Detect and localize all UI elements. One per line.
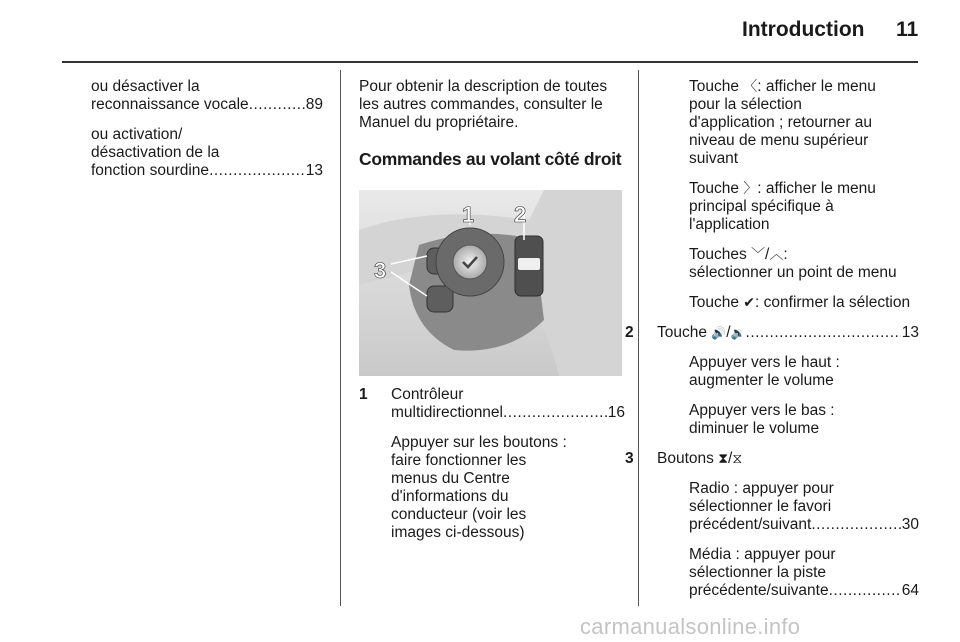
entry-text: ou activation/ — [91, 126, 183, 143]
column-3 — [625, 78, 919, 612]
chevron-down-icon: ﹀ — [751, 247, 766, 263]
label-text: Touche — [689, 180, 739, 197]
intro-line: les autres commandes, consulter le — [359, 96, 603, 113]
label-text: Touche — [689, 78, 739, 95]
index-entry-voice-recognition — [91, 78, 323, 114]
desc-line: principal spécifique à — [689, 198, 834, 215]
page-ref[interactable]: 89 — [305, 96, 323, 113]
column-2 — [359, 78, 625, 554]
callout-2: 2 — [514, 202, 527, 227]
touche-left-line — [689, 78, 919, 96]
label-text: : confirmer la sélection — [755, 294, 911, 311]
callout-1: 1 — [462, 202, 475, 227]
desc-line: conducteur (voir les — [391, 506, 527, 523]
volume-up-icon: 🔊 — [711, 326, 727, 340]
touches-updown-desc — [657, 246, 919, 282]
desc-line: Appuyer vers le bas : — [689, 402, 835, 419]
desc-line: d'informations du — [391, 488, 509, 505]
desc-line: précédente/suivante — [689, 582, 829, 599]
entry-text: reconnaissance vocale — [91, 96, 249, 113]
intro-line: Pour obtenir la description de toutes — [359, 78, 608, 95]
touche-check-line — [689, 294, 919, 312]
item-text: Contrôleur — [391, 386, 464, 403]
page-ref[interactable]: 16 — [607, 404, 625, 421]
favourite-down-icon: ⧖ — [732, 451, 743, 467]
column-divider-1 — [340, 70, 341, 606]
label-text: : afficher le menu — [757, 180, 876, 197]
chevron-up-icon: ︿ — [769, 247, 784, 263]
desc-line: images ci-dessous) — [391, 524, 525, 541]
label-text: : — [783, 246, 788, 263]
callout-3: 3 — [374, 258, 387, 283]
index-entry-mute — [91, 126, 323, 180]
desc-line: faire fonctionner les — [391, 452, 527, 469]
desc-line: sélectionner un point de menu — [689, 264, 897, 281]
page-header-title: Introduction — [742, 18, 865, 41]
separator: / — [765, 246, 770, 263]
item-3-line — [657, 450, 919, 468]
label-text: Touche — [657, 324, 707, 341]
item-text: multidirectionnel — [391, 404, 503, 421]
item-3-radio-desc — [657, 480, 919, 534]
touche-right-desc — [657, 180, 919, 234]
page-ref[interactable]: 13 — [901, 324, 919, 341]
item-number: 3 — [625, 450, 634, 467]
touches-updown-line — [689, 246, 919, 264]
item-3-media-desc — [657, 546, 919, 600]
multi-controller-hub — [453, 245, 487, 279]
page-ref[interactable]: 64 — [901, 582, 919, 599]
desc-line: diminuer le volume — [689, 420, 820, 437]
item-line-with-page — [391, 404, 625, 422]
item-2 — [625, 324, 919, 342]
separator: / — [726, 324, 731, 341]
desc-line: l'application — [689, 216, 770, 233]
label-text: Touches — [689, 246, 747, 263]
item-2-down-desc — [657, 402, 919, 438]
item-number: 1 — [359, 386, 368, 403]
desc-line: sélectionner la piste — [689, 564, 826, 581]
desc-line-with-page — [689, 516, 919, 534]
leader-dots — [503, 404, 607, 422]
page-ref[interactable]: 30 — [901, 516, 919, 533]
separator: / — [728, 450, 733, 467]
entry-text: ou désactiver la — [91, 78, 200, 95]
chevron-left-icon: 〈 — [743, 79, 758, 95]
check-icon: ✔ — [743, 295, 756, 311]
item-2-up-desc — [657, 354, 919, 390]
desc-line: pour la sélection — [689, 96, 802, 113]
label-text: : afficher le menu — [757, 78, 876, 95]
desc-line: précédent/suivant — [689, 516, 812, 533]
touche-right-line — [689, 180, 919, 198]
label-text: Touche — [689, 294, 739, 311]
column-1 — [91, 78, 323, 192]
desc-line: Média : appuyer pour — [689, 546, 836, 563]
touche-left-desc — [657, 78, 919, 168]
item-number: 2 — [625, 324, 634, 341]
volume-down-icon: 🔉 — [730, 326, 746, 340]
leader-dots — [209, 162, 305, 180]
page-ref[interactable]: 13 — [305, 162, 323, 179]
favourite-down-button — [427, 286, 453, 312]
leader-dots — [829, 582, 901, 600]
desc-line: menus du Centre — [391, 470, 510, 487]
desc-line: sélectionner le favori — [689, 498, 832, 515]
entry-line-with-page — [91, 96, 323, 114]
leader-dots — [746, 324, 901, 342]
watermark: carmanualsonline.info — [580, 614, 801, 639]
item-2-line — [657, 324, 919, 342]
desc-line: niveau de menu supérieur — [689, 132, 869, 149]
item-1 — [359, 386, 625, 422]
header-divider — [62, 61, 918, 63]
page-number: 11 — [896, 18, 919, 41]
item-1-description — [359, 434, 625, 542]
item-3 — [625, 450, 919, 468]
entry-line-with-page — [91, 162, 323, 180]
intro-line: Manuel du propriétaire. — [359, 114, 519, 131]
touche-check-desc — [657, 294, 919, 312]
desc-line: suivant — [689, 150, 739, 167]
desc-line: Appuyer vers le haut : — [689, 354, 840, 371]
label-text: Boutons — [657, 450, 714, 467]
entry-text: fonction sourdine — [91, 162, 210, 179]
steering-wheel-figure — [359, 190, 622, 376]
desc-line: d'application ; retourner au — [689, 114, 873, 131]
intro-paragraph — [359, 78, 625, 132]
desc-line: Radio : appuyer pour — [689, 480, 834, 497]
volume-wheel — [518, 258, 540, 270]
desc-line: Appuyer sur les boutons : — [391, 434, 567, 451]
leader-dots — [811, 516, 900, 534]
desc-line-with-page — [689, 582, 919, 600]
chevron-right-icon: 〉 — [743, 181, 758, 197]
favourite-up-icon: ⧗ — [718, 451, 729, 467]
leader-dots — [249, 96, 305, 114]
entry-text: désactivation de la — [91, 144, 220, 161]
desc-line: augmenter le volume — [689, 372, 834, 389]
section-heading: Commandes au volant côté droit — [359, 149, 622, 169]
